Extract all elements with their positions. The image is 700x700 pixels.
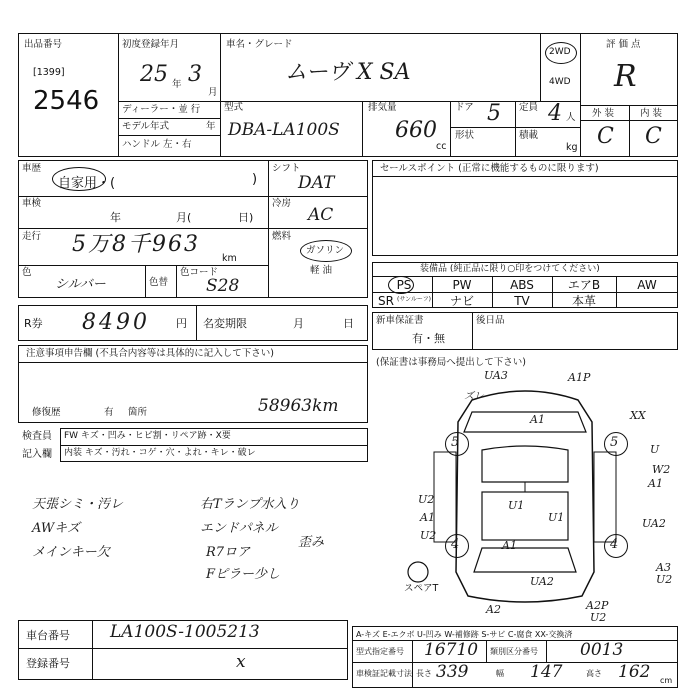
divider (220, 33, 221, 157)
recorder-label: 記入欄 (22, 449, 52, 460)
mark-u2-bottom: U2 (590, 611, 607, 624)
equip-tv: TV (514, 294, 530, 308)
divider (196, 305, 197, 341)
model-type-label: 型式 (224, 102, 244, 113)
mark-u1-a: U1 (508, 499, 525, 512)
color-code-label: 色コード (180, 267, 219, 278)
note-key: メインキー欠 (32, 545, 110, 560)
equip-aw: AW (637, 278, 657, 292)
car-name-value: ムーヴ X SA (285, 60, 411, 85)
mark-ua3: UA3 (484, 369, 508, 382)
length-value: 339 (436, 662, 469, 682)
chassis-label: 車台番号 (26, 629, 70, 642)
color-value: シルバー (55, 277, 106, 292)
type-cert-value: 16710 (424, 640, 479, 660)
divider (18, 648, 348, 649)
fuel-gas: ガソリン (306, 245, 345, 256)
repair-place: 箇所 (128, 407, 148, 418)
inspection-year: 年 (110, 211, 121, 224)
warranty-value: 有・無 (412, 332, 445, 345)
divider (412, 640, 413, 688)
note-lamp: 右Tランプ水入り (200, 497, 300, 512)
divider (472, 312, 473, 350)
mark-a2-left: A2 (486, 603, 501, 616)
divider (118, 118, 220, 119)
door-value: 5 (487, 101, 501, 126)
mark-a1-top: A1 (530, 413, 545, 426)
divider (18, 228, 268, 229)
mark-a2p: A2P (586, 599, 609, 612)
r-voucher-value: 8490 (82, 310, 150, 335)
length-label: 長さ (416, 669, 432, 678)
divider (268, 160, 269, 298)
interior-label: 内 装 (640, 108, 663, 119)
repair-value: 有 (104, 407, 114, 418)
mark-a1p: A1P (568, 371, 591, 384)
tire-value-rl: 4 (451, 537, 460, 552)
car-name-label: 車名・グレード (226, 39, 293, 50)
shift-label: シフト (272, 163, 301, 174)
mark-xx: XX (630, 409, 646, 422)
equip-sr-sub: (サンルーフ) (397, 296, 431, 303)
tire-value-fl: 5 (451, 435, 460, 450)
r-voucher-block (18, 305, 368, 341)
note-distortion: 歪み (298, 535, 325, 550)
mark-u2-left: U2 (418, 493, 435, 506)
mileage-value: 5万8千963 (72, 232, 200, 257)
repair-label: 修復歴 (32, 407, 61, 418)
history-circle (52, 167, 106, 191)
interior-value: C (645, 124, 662, 149)
model-year-label: モデル年式 (122, 121, 170, 132)
divider (540, 33, 541, 101)
inspection-month: 月( (176, 211, 192, 224)
tire-value-fr: 5 (610, 435, 619, 450)
first-reg-unit-year: 年 (172, 79, 182, 90)
height-value: 162 (618, 662, 651, 682)
displacement-unit: cc (436, 141, 447, 152)
mileage-label: 走行 (22, 231, 42, 242)
notes-label: 注意事項申告欄 (不具合内容等は具体的に記入して下さい) (26, 348, 274, 359)
note-pillar: Fピラー少し (206, 567, 281, 582)
selling-points-label: セールスポイント (正常に機能するものに限ります) (380, 163, 599, 174)
divider (450, 101, 451, 157)
mark-ua2-right: UA2 (642, 517, 666, 530)
repair-km: 58963km (258, 396, 339, 416)
divider (92, 620, 93, 680)
divider (268, 228, 368, 229)
fuel-light: 軽 油 (310, 265, 333, 276)
door-label: ドア (455, 102, 474, 113)
fuel-label: 燃料 (272, 231, 292, 242)
height-label: 高さ (586, 669, 602, 678)
deadline-month: 月 (293, 317, 304, 330)
drive-4wd: 4WD (549, 77, 571, 87)
model-year-unit: 年 (206, 121, 216, 132)
inspector-row2: 内装 キズ・汚れ・コゲ・穴・よれ・キレ・破レ (64, 448, 256, 458)
deadline-label: 名変期限 (203, 317, 247, 330)
color-label: 色 (22, 267, 32, 278)
ac-label: 冷房 (272, 198, 292, 209)
r-voucher-unit: 円 (176, 317, 187, 330)
first-reg-year: 25 (140, 62, 168, 87)
spare-label: スペアT (404, 583, 439, 594)
mark-a3: A3 (656, 561, 671, 574)
divider (18, 265, 268, 266)
dealer-label: ディーラー・並 行 (122, 104, 201, 115)
load-unit: kg (566, 142, 578, 153)
first-reg-label: 初度登録年月 (122, 39, 180, 50)
chassis-value: LA100S-1005213 (110, 622, 260, 642)
type-cert-label: 型式指定番号 (356, 647, 404, 656)
dims-unit: cm (660, 676, 673, 685)
reg-label: 登録番号 (26, 657, 70, 670)
mark-a1-right: A1 (648, 477, 663, 490)
divider (145, 265, 146, 298)
divider (372, 176, 678, 177)
width-value: 147 (530, 662, 563, 682)
note-ceiling: 天張シミ・汚レ (32, 497, 124, 512)
mark-u: U (650, 443, 660, 456)
car-diagram (372, 369, 678, 612)
equip-leather: 本革 (571, 294, 596, 308)
capacity-label: 定員 (519, 102, 539, 113)
mileage-unit: km (222, 253, 237, 264)
equip-ps-circle (388, 276, 414, 294)
divider (372, 276, 678, 277)
mark-ua2-bottom: UA2 (530, 575, 554, 588)
r-voucher-label: R券 (24, 317, 43, 330)
shift-value: DAT (298, 173, 335, 193)
first-reg-unit-month: 月 (208, 87, 218, 98)
equip-navi: ナビ (449, 294, 474, 308)
mark-u2-a: U2 (420, 529, 437, 542)
shape-label: 形状 (455, 130, 475, 141)
reg-value: x (236, 652, 246, 672)
equip-pw: PW (452, 278, 472, 292)
diagram-header: (保証書は事務局へ提出して下さい) (376, 357, 526, 368)
history-close: ) (252, 172, 258, 187)
color-code-value: S28 (206, 276, 240, 296)
divider (118, 33, 119, 157)
divider (352, 640, 678, 641)
divider (176, 265, 177, 298)
divider (546, 640, 547, 662)
first-reg-month: 3 (188, 62, 202, 87)
load-label: 積載 (519, 130, 539, 141)
divider (362, 101, 363, 157)
inspection-label: 車検 (22, 198, 42, 209)
mark-zure: ズレ (464, 391, 484, 402)
divider (372, 292, 678, 293)
mark-u2-right: U2 (656, 573, 673, 586)
divider (450, 127, 580, 128)
inspection-day: 日) (238, 211, 254, 224)
color-count-label: 色替 (149, 277, 169, 288)
divider (268, 196, 368, 197)
deadline-day: 日 (343, 317, 354, 330)
lot-number: 2546 (33, 86, 100, 116)
divider (18, 362, 368, 363)
history-value: 自家用・( (58, 176, 116, 191)
divider (118, 101, 580, 102)
capacity-value: 4 (548, 101, 562, 126)
exterior-label: 外 装 (592, 108, 615, 119)
displacement-label: 排気量 (368, 102, 397, 113)
drive-2wd: 2WD (549, 47, 571, 57)
model-type-value: DBA-LA100S (228, 120, 340, 140)
class-label: 類別区分番号 (490, 647, 538, 656)
lot-bracket: [1399] (33, 67, 65, 78)
selling-points-block (372, 160, 678, 256)
divider (515, 101, 516, 157)
equip-ps: PS (396, 278, 412, 292)
mark-w2: W2 (652, 463, 671, 476)
equip-sr: SR (378, 294, 394, 308)
header-block (18, 33, 678, 157)
divider (486, 640, 487, 662)
dims-label: 車検証記載寸法 (356, 669, 412, 678)
note-r-lower: R7ロア (206, 545, 251, 560)
divider (580, 33, 581, 157)
lot-label: 出品番号 (24, 39, 63, 50)
width-label: 幅 (496, 669, 504, 678)
displacement-value: 660 (395, 118, 437, 143)
handle-label: ハンドル 左・右 (122, 139, 192, 150)
equip-airbag: エアB (567, 278, 601, 292)
exterior-value: C (597, 124, 614, 149)
divider (118, 135, 220, 136)
after-label: 後日品 (476, 315, 505, 326)
damage-legend: A-キズ E-エクボ U-凹み W-補修跡 S-サビ C-腐食 XX-交換済 (356, 630, 573, 639)
warranty-label: 新車保証書 (376, 315, 424, 326)
score-value: R (614, 59, 637, 94)
class-value: 0013 (580, 640, 624, 660)
note-end-panel: エンドパネル (200, 521, 278, 536)
ac-value: AC (308, 205, 334, 225)
equip-abs: ABS (510, 278, 534, 292)
inspector-label: 検査員 (22, 431, 52, 442)
mark-u1-b: U1 (548, 511, 565, 524)
history-label: 車歴 (22, 163, 42, 174)
equipment-title: 装備品 (純正品に限り○印をつけてください) (420, 264, 600, 274)
divider (60, 445, 368, 446)
tire-value-rr: 4 (610, 537, 619, 552)
score-label: 評 価 点 (606, 39, 641, 50)
capacity-unit: 人 (566, 112, 576, 123)
divider (18, 196, 268, 197)
note-aw: AWキズ (32, 521, 80, 536)
divider (629, 105, 630, 157)
mark-a1-c: A1 (502, 539, 517, 552)
inspector-row1: FW キズ・凹み・ヒビ割・リペア跡・X要 (64, 431, 231, 441)
mark-a1-left: A1 (420, 511, 435, 524)
